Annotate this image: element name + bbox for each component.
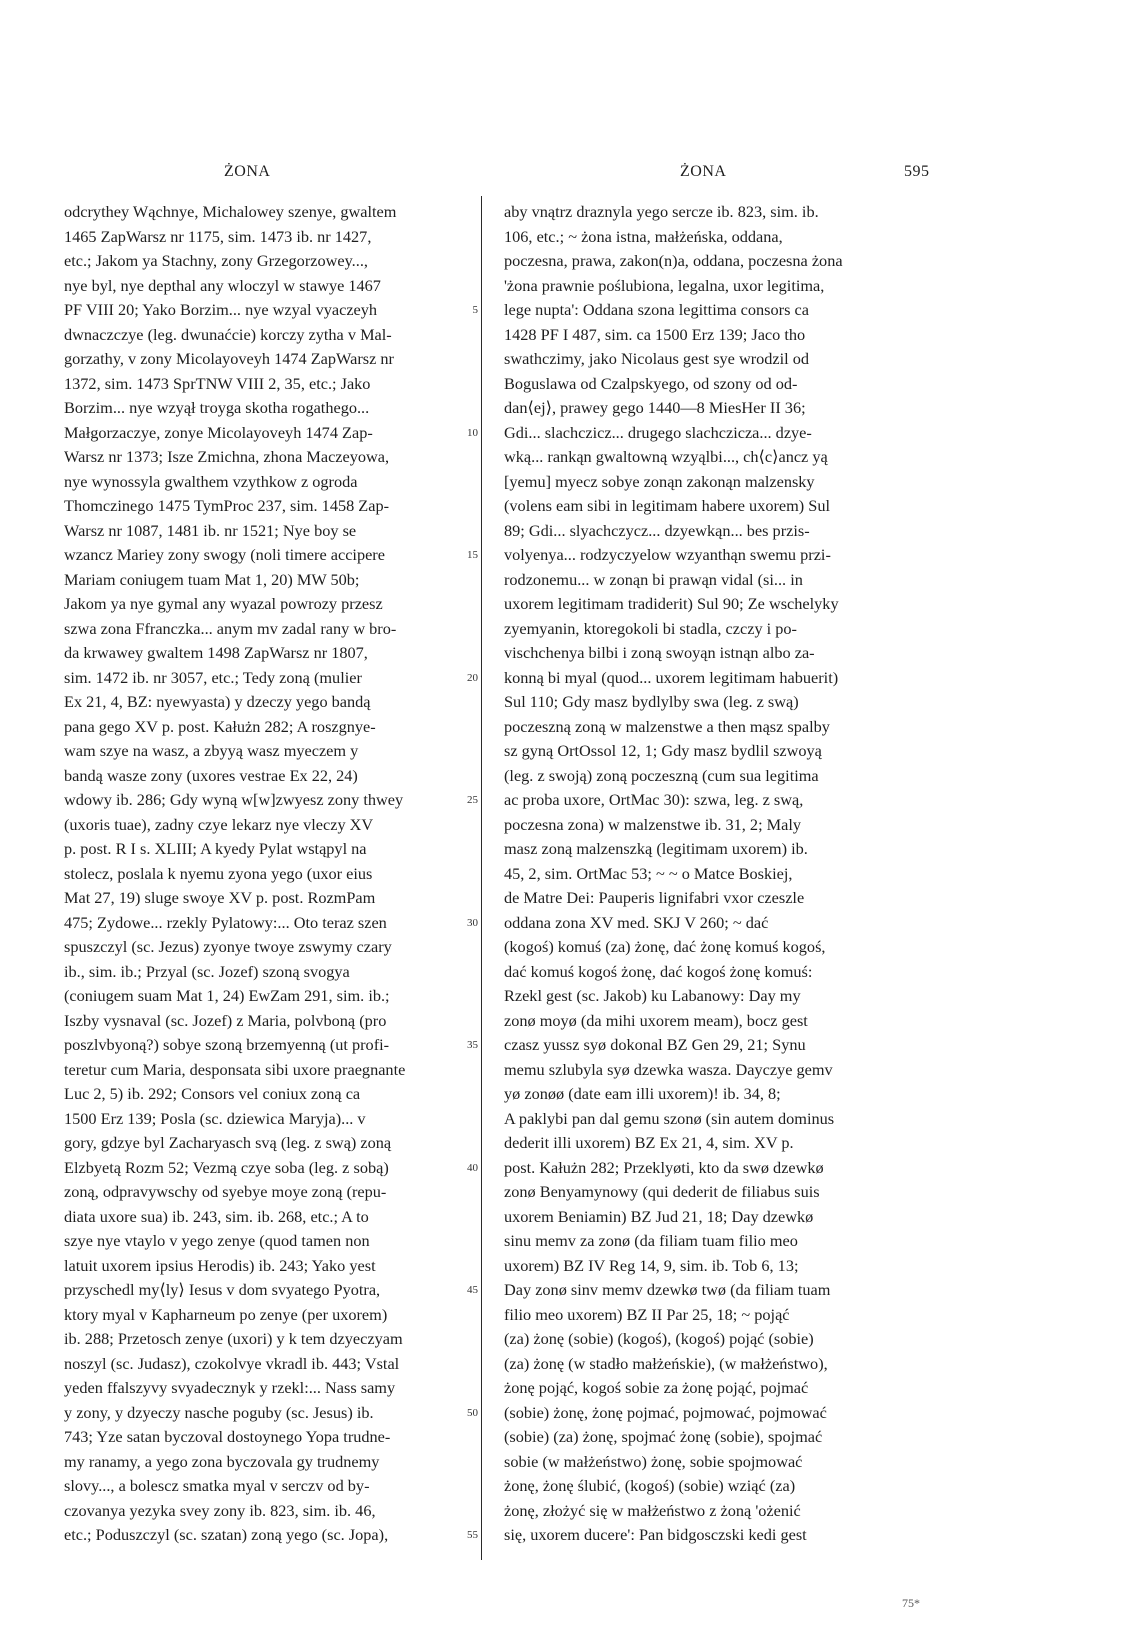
right-column-line: dan⟨ej⟩, prawey gego 1440—8 MiesHer II 36; — [504, 398, 806, 417]
left-column-line: da krwawey gwaltem 1498 ZapWarsz nr 1807, — [64, 643, 368, 662]
right-column-line: (volens eam sibi in legitimam habere uxorem) Sul — [504, 496, 830, 515]
right-column-line: rodzonemu... w zonąn bi prawąn vidal (si... in — [504, 569, 803, 589]
left-column-line: Thomczinego 1475 TymProc 237, sim. 1458 Zap- — [64, 496, 390, 515]
left-column-line: nye byl, nye depthal any wloczyl w stawye 1467 — [64, 275, 381, 295]
line-number: 40 — [467, 1161, 478, 1174]
left-column-line: sim. 1472 ib. nr 3057, etc.; Tedy zoną (mulier — [64, 667, 362, 687]
right-column-line: poczesna, prawa, zakon(n)a, oddana, poczesna żona — [504, 251, 843, 270]
left-column-line: Iszby vysnaval (sc. Jozef) z Maria, polvboną (pro — [64, 1010, 387, 1030]
right-column-line: (sobie) żonę, żonę pojmać, pojmować, pojmować — [504, 1402, 827, 1422]
left-column-line: gorzathy, v zony Micolayoveyh 1474 ZapWarsz nr — [64, 349, 394, 368]
right-column-line: Sul 110; Gdy masz bydlylby swa (leg. z swą) — [504, 692, 799, 711]
left-column-line: Ex 21, 4, BZ: nyewyasta) y dzeczy yego bandą — [64, 692, 371, 711]
right-column-line: Day zonø sinv memv dzewkø twø (da filiam tuam — [504, 1280, 831, 1299]
left-column-line: teretur cum Maria, desponsata sibi uxore praegnante — [64, 1059, 406, 1079]
page-number: 595 — [904, 163, 930, 180]
left-column-line: nye wynossyla gwalthem vzythkow z ogroda — [64, 471, 358, 491]
left-column-line: PF VIII 20; Yako Borzim... nye wzyal vyaczeyh — [64, 300, 378, 319]
left-column-line: Warsz nr 1373; Isze Zmichna, zhona Maczeyowa, — [64, 447, 390, 466]
left-column-line: Mat 27, 19) sluge swoye XV p. post. RozmPam — [64, 888, 376, 907]
line-number: 45 — [467, 1284, 478, 1296]
right-column-line: sobie (w małżeństwo) żonę, sobie spojmować — [504, 1451, 803, 1471]
right-column-line: zonø Benyamynowy (qui dederit de filiabus suis — [504, 1182, 820, 1201]
left-column-line: 1465 ZapWarsz nr 1175, sim. 1473 ib. nr 1427, — [64, 226, 372, 246]
right-column-line: się, uxorem ducere': Pan bidgosczski kedi gest — [504, 1525, 807, 1544]
left-column-line: wam szye na wasz, a zbyyą wasz myeczem y — [64, 741, 359, 760]
right-column-line: (za) żonę (w stadło małżeńskie), (w małżeństwo), — [504, 1353, 828, 1373]
right-column-line: wką... rankąn gwaltowną wzyąlbi..., ch⟨c⟩ancz yą — [504, 447, 828, 466]
right-column-line: żonę, żonę ślubić, (kogoś) (sobie) wziąć (za) — [504, 1476, 796, 1495]
line-number: 55 — [467, 1529, 478, 1541]
left-column-line: stolecz, poslala k nyemu zyona yego (uxor eius — [64, 863, 373, 883]
right-column-line: uxorem Beniamin) BZ Jud 21, 18; Day dzewkø — [504, 1206, 814, 1226]
right-column-line: (sobie) (za) żonę, spojmać żonę (sobie), spojmać — [504, 1427, 823, 1446]
left-column-line: wzancz Mariey zony swogy (noli timere accipere — [64, 545, 385, 564]
column-divider — [481, 196, 482, 1560]
right-column-line: (za) żonę (sobie) (kogoś), (kogoś) pojąć (sobie) — [504, 1329, 814, 1348]
right-column-line: [yemu] myecz sobye zonąn zakonąn malzensky — [504, 471, 815, 491]
right-column-line: 1428 PF I 487, sim. ca 1500 Erz 139; Jaco tho — [504, 324, 806, 344]
left-column-line: etc.; Jakom ya Stachny, zony Grzegorzowey..., — [64, 251, 368, 270]
left-column-line: ib. 288; Przetosch zenye (uxori) y k tem dzyeczyam — [64, 1329, 403, 1348]
left-column-line: (coniugem suam Mat 1, 24) EwZam 291, sim. ib.; — [64, 986, 390, 1005]
left-column-line: przyschedl my⟨ly⟩ Iesus v dom svyatego Pyotra, — [64, 1280, 381, 1299]
right-column-line: żonę pojąć, kogoś sobie za żonę pojąć, pojmać — [504, 1378, 809, 1397]
left-column-line: p. post. R I s. XLIII; A kyedy Pylat wstąpyl na — [64, 839, 367, 858]
left-column-line: 475; Zydowe... rzekly Pylatowy:... Oto teraz szen — [64, 912, 387, 932]
right-column-line: zyemyanin, ktoregokoli bi stadla, czczy i po- — [504, 618, 797, 638]
left-column-line: Borzim... nye wzyął troyga skotha rogathego... — [64, 398, 370, 417]
left-column-line: Elzbyetą Rozm 52; Vezmą czye soba (leg. z sobą) — [64, 1157, 389, 1177]
right-column-line: sinu memv za zonø (da filiam tuam filio meo — [504, 1231, 798, 1250]
right-column-line: 106, etc.; ~ żona istna, małżeńska, oddana, — [504, 226, 783, 246]
left-column-line: Luc 2, 5) ib. 292; Consors vel coniux zoną ca — [64, 1084, 361, 1103]
left-column — [64, 200, 489, 1548]
left-column-line: noszyl (sc. Judasz), czokolvye vkradl ib. 443; Vstal — [64, 1353, 400, 1373]
line-number: 50 — [467, 1406, 478, 1419]
right-column-line: (leg. z swoją) zoną poczeszną (cum sua legitima — [504, 765, 819, 785]
line-number: 25 — [467, 794, 478, 806]
right-column-line: vischchenya bilbi i zoną swoyąn istnąn albo za- — [504, 643, 815, 662]
left-column-line: zoną, odpravywschy od syebye moye zoną (repu- — [64, 1182, 387, 1201]
line-number: 15 — [467, 549, 478, 561]
right-column-line: dać komuś kogoś żonę, dać kogoś żonę komuś: — [504, 961, 813, 981]
right-column-line: swathczimy, jako Nicolaus gest sye wrodzil od — [504, 349, 810, 368]
left-column-line: yeden ffalszyvy svyadecznyk y rzekl:... Nass samy — [64, 1378, 396, 1397]
right-column — [504, 200, 929, 1548]
right-column-line: dederit illi uxorem) BZ Ex 21, 4, sim. XV p. — [504, 1133, 794, 1152]
left-column-line: (uxoris tuae), zadny czye lekarz nye vleczy XV — [64, 814, 374, 834]
right-column-line: memu szlubyla syø dzewka wasza. Dayczye gemv — [504, 1059, 833, 1079]
right-column-line: A paklybi pan dal gemu szonø (sin autem dominus — [504, 1108, 835, 1128]
left-column-line: Jakom ya nye gymal any wyazal powrozy przesz — [64, 594, 383, 613]
left-column-line: spuszczyl (sc. Jezus) zyonye twoye zswymy czary — [64, 937, 392, 956]
signature-mark: 75* — [902, 1596, 920, 1610]
right-column-line: uxorem legitimam tradiderit) Sul 90; Ze wschelyky — [504, 594, 839, 613]
right-column-line: masz zoną malzenszką (legitimam uxorem) ib. — [504, 839, 808, 858]
right-column-line: sz gyną OrtOssol 12, 1; Gdy masz bydlil szwoyą — [504, 741, 822, 760]
left-column-line: diata uxore sua) ib. 243, sim. ib. 268, etc.; A to — [64, 1206, 369, 1226]
line-number: 5 — [472, 304, 478, 316]
left-column-line: 743; Yze satan byczoval dostoynego Yopa trudne- — [64, 1427, 391, 1446]
right-column-line: poczesna zona) w malzenstwe ib. 31, 2; Maly — [504, 814, 802, 834]
right-column-line: żonę, złożyć się w małżeństwo z żoną 'ożenić — [504, 1500, 801, 1520]
left-column-line: wdowy ib. 286; Gdy wyną w[w]zwyesz zony thwey — [64, 790, 404, 809]
right-column-line: 'żona prawnie poślubiona, legalna, uxor legitima, — [504, 275, 825, 295]
right-column-line: lege nupta': Oddana szona legittima consors ca — [504, 300, 809, 319]
line-number: 20 — [467, 671, 478, 684]
left-column-line: etc.; Poduszczyl (sc. szatan) zoną yego (sc. Jopa), — [64, 1525, 389, 1544]
left-column-line: y zony, y dzyeczy nasche poguby (sc. Jesus) ib. — [64, 1402, 374, 1422]
right-column-line: zonø moyø (da mihi uxorem meam), bocz gest — [504, 1010, 808, 1030]
left-column-line: dwnaczczye (leg. dwunaćcie) korczy zytha v Mal- — [64, 324, 392, 344]
left-column-line: latuit uxorem ipsius Herodis) ib. 243; Yako yest — [64, 1255, 376, 1275]
line-number: 10 — [467, 426, 478, 439]
right-column-line: yø zonøø (date eam illi uxorem)! ib. 34, 8; — [504, 1084, 781, 1103]
left-column-line: Warsz nr 1087, 1481 ib. nr 1521; Nye boy se — [64, 520, 357, 540]
right-running-head: ŻONA — [680, 163, 727, 180]
right-column-line: 45, 2, sim. OrtMac 53; ~ ~ o Matce Boskiej, — [504, 863, 793, 883]
right-column-line: filio meo uxorem) BZ II Par 25, 18; ~ pojąć — [504, 1304, 790, 1324]
left-column-line: czovanya yezyka svey zony ib. 823, sim. ib. 46, — [64, 1500, 376, 1520]
left-column-line: pana gego XV p. post. Kałużn 282; A roszgnye- — [64, 716, 376, 736]
right-column-line: Boguslawa od Czalpskyego, od szony od od- — [504, 373, 798, 393]
left-column-line: 1372, sim. 1473 SprTNW VIII 2, 35, etc.; Jako — [64, 373, 371, 393]
left-column-line: gory, gdzye byl Zacharyasch svą (leg. z swą) zoną — [64, 1133, 392, 1152]
right-column-line: Gdi... slachczicz... drugego slachczicza... dzye- — [504, 422, 812, 442]
right-column-line: konną bi myal (quod... uxorem legitimam habuerit) — [504, 667, 839, 687]
left-column-line: Mariam coniugem tuam Mat 1, 20) MW 50b; — [64, 569, 360, 589]
right-column-line: 89; Gdi... slyachczycz... dzyewkąn... bes przis- — [504, 520, 810, 540]
right-column-line: ac proba uxore, OrtMac 30): szwa, leg. z swą, — [504, 790, 804, 809]
left-column-line: szye nye vtaylo v yego zenye (quod tamen non — [64, 1231, 370, 1250]
left-column-line: odcrythey Wąchnye, Michalowey szenye, gwaltem — [64, 202, 397, 221]
left-column-line: ktory myal v Kapharneum po zenye (per uxorem) — [64, 1304, 388, 1324]
left-column-line: szwa zona Ffranczka... anym mv zadal rany w bro- — [64, 618, 397, 638]
left-column-line: poszlvbyoną?) sobye szoną brzemyenną (ut profi- — [64, 1035, 390, 1054]
right-column-line: de Matre Dei: Pauperis lignifabri vxor czeszle — [504, 888, 805, 907]
right-column-line: uxorem) BZ IV Reg 14, 9, sim. ib. Tob 6, 13; — [504, 1255, 799, 1275]
right-column-line: poczeszną zoną w malzenstwe a then mąsz spalby — [504, 716, 830, 736]
left-column-line: slovy..., a bolescz smatka myal v serczv od by- — [64, 1476, 370, 1495]
right-column-line: oddana zona XV med. SKJ V 260; ~ dać — [504, 912, 769, 932]
left-column-line: my ranamy, a yego zona byczovala gy trudnemy — [64, 1451, 380, 1471]
line-number: 30 — [467, 916, 478, 929]
right-column-line: czasz yussz syø dokonal BZ Gen 29, 21; Synu — [504, 1035, 806, 1054]
right-column-line: Rzekl gest (sc. Jakob) ku Labanowy: Day my — [504, 986, 801, 1005]
left-column-line: Małgorzaczye, zonye Micolayoveyh 1474 Zap- — [64, 422, 373, 442]
right-column-line: post. Kałużn 282; Przeklyøti, kto da swø dzewkø — [504, 1157, 824, 1177]
left-column-line: bandą wasze zony (uxores vestrae Ex 22, 24) — [64, 765, 358, 785]
left-column-line: 1500 Erz 139; Posla (sc. dziewica Maryja)... v — [64, 1108, 366, 1128]
left-column-line: ib., sim. ib.; Przyal (sc. Jozef) szoną svogya — [64, 961, 350, 981]
left-running-head: ŻONA — [224, 163, 271, 180]
right-column-line: volyenya... rodzyczyelow wzyanthąn swemu przi- — [504, 545, 831, 564]
right-column-line: (kogoś) komuś (za) żonę, dać żonę komuś kogoś, — [504, 937, 826, 956]
right-column-line: aby vnątrz draznyla yego sercze ib. 823, sim. ib. — [504, 202, 819, 221]
line-number: 35 — [467, 1039, 478, 1051]
